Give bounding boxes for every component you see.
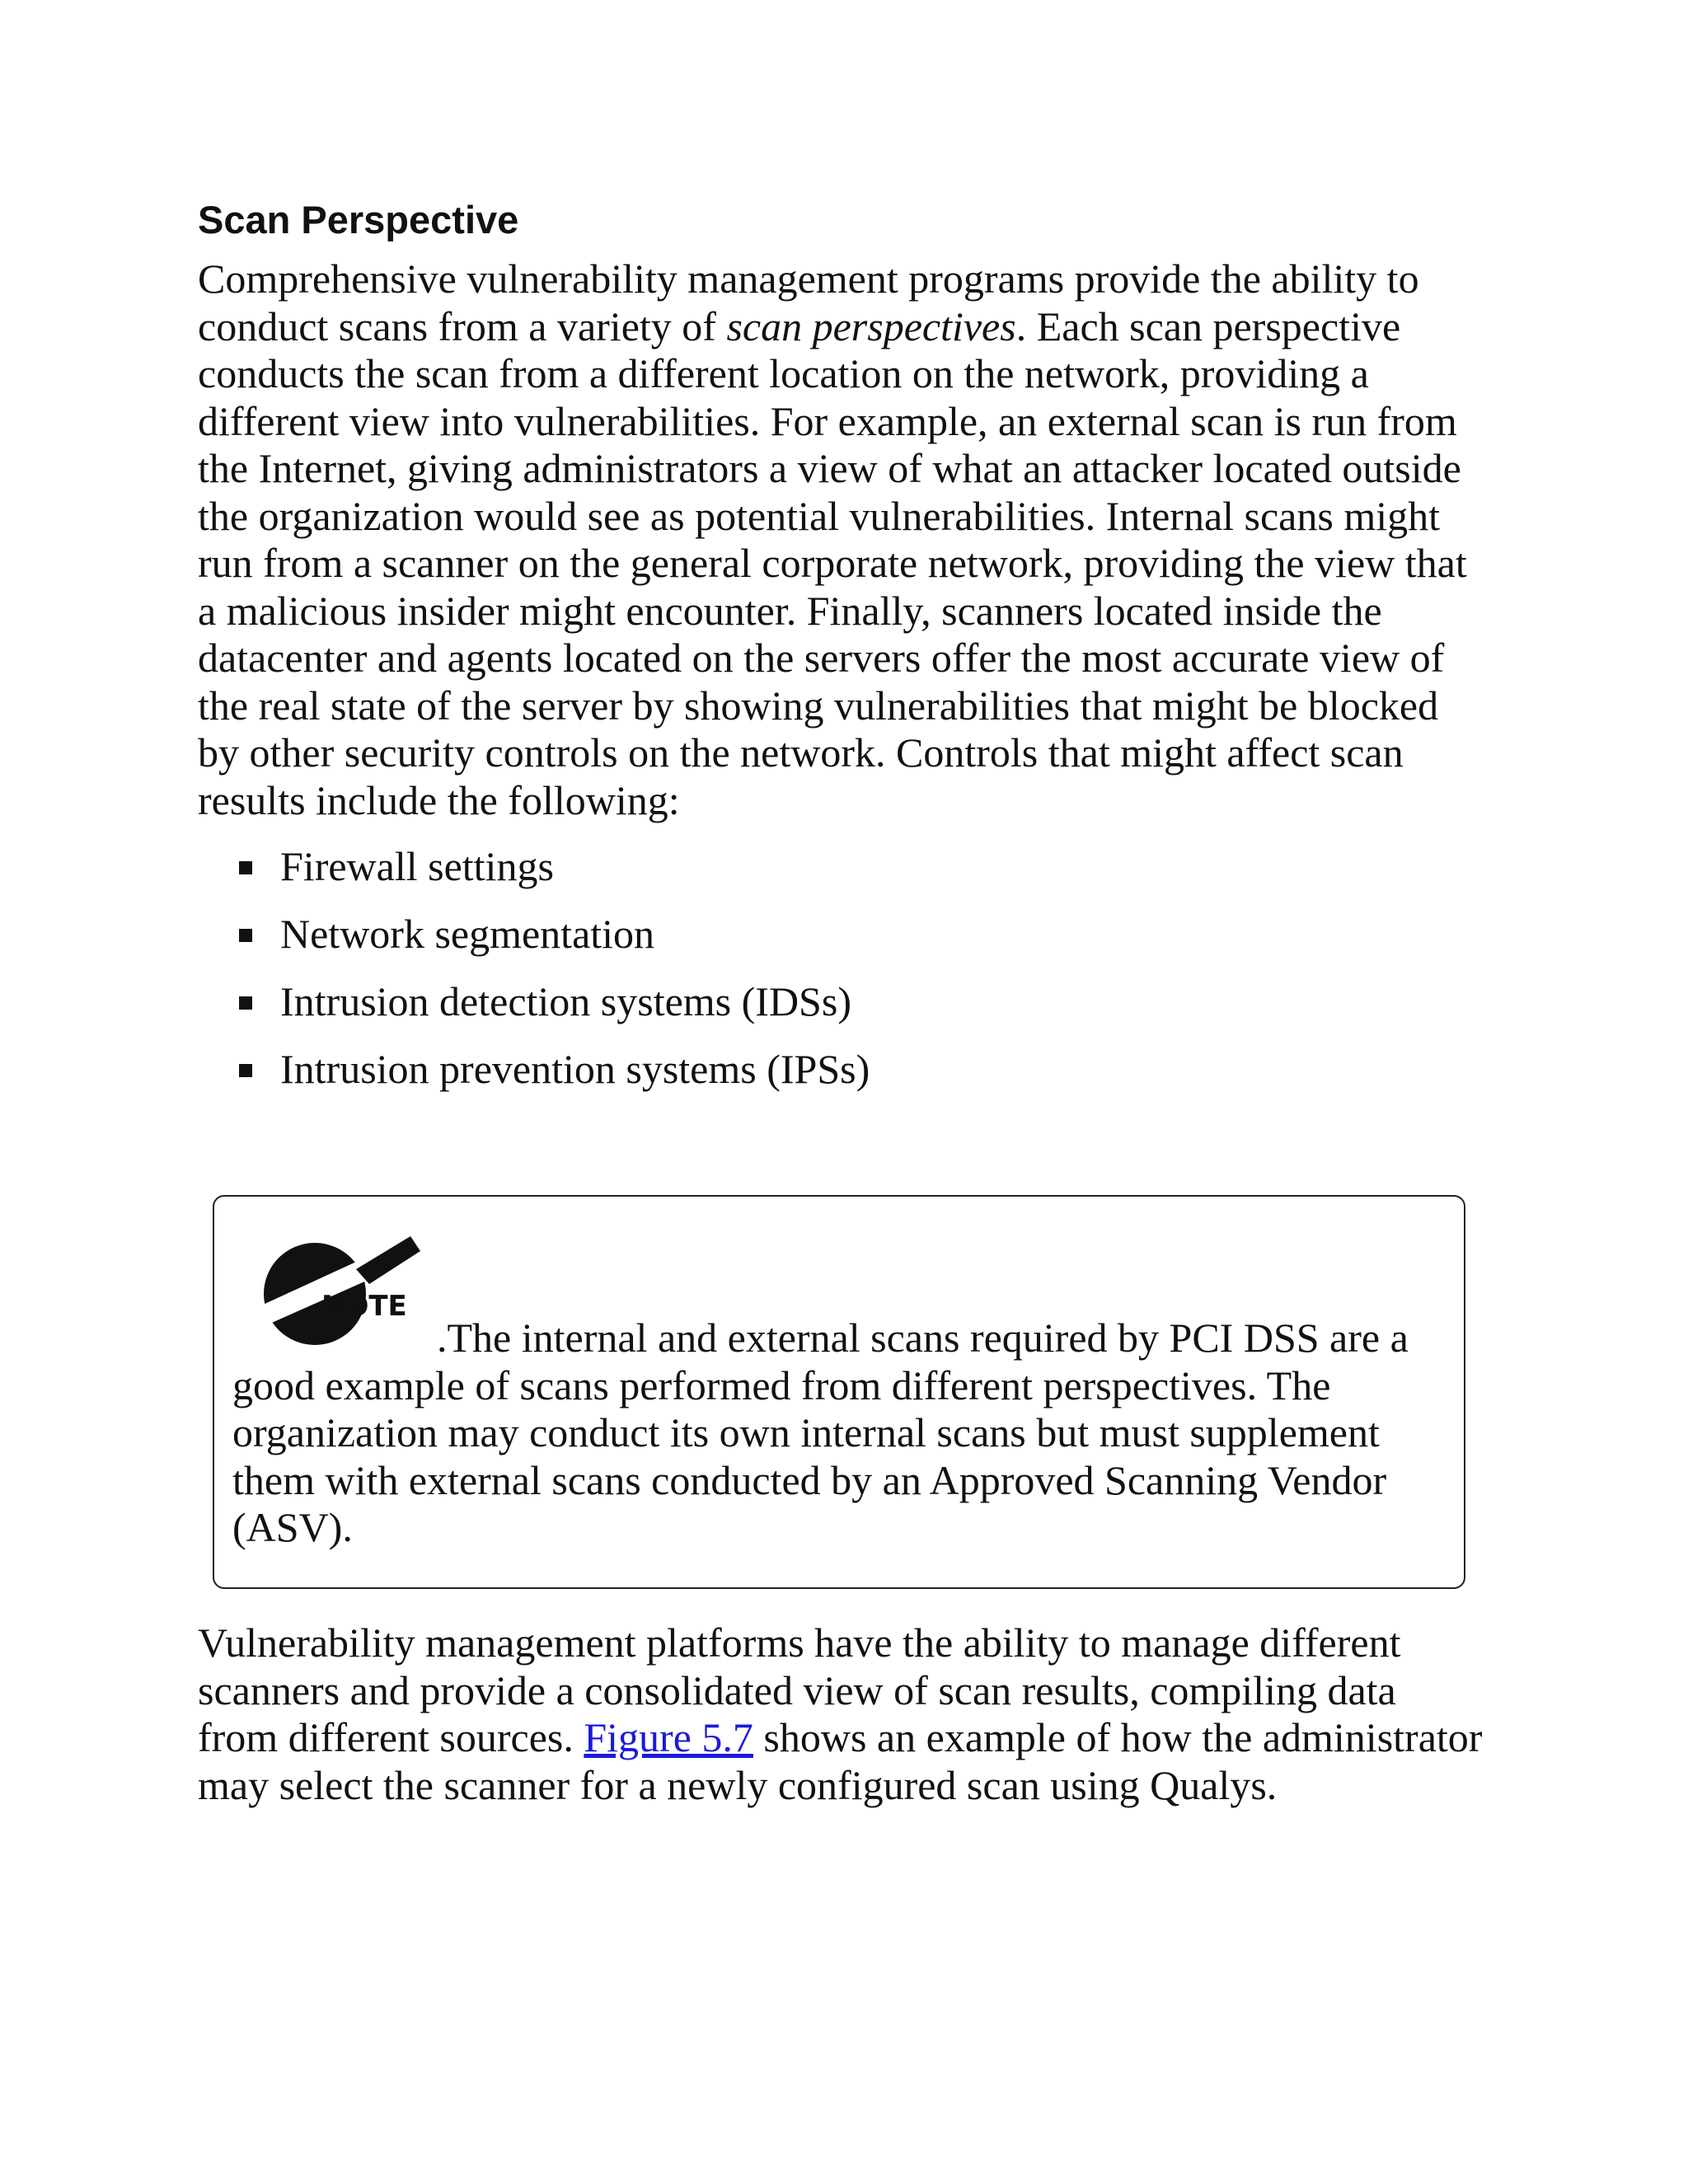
intro-text-part1: Comprehensive vulnerability management programs provide the ability to conduct scans from a variety of — [198, 255, 1419, 349]
list-item — [198, 1045, 1484, 1093]
intro-emphasis: scan perspectives — [726, 302, 1016, 349]
list-item-text: Network segmentation — [280, 911, 655, 957]
square-bullet-icon — [239, 1064, 252, 1077]
closing-text-part1: Vulnerability management platforms have the ability to manage different scanners and provide a consolidated view of scan results, compiling data from different sources. — [198, 1619, 1401, 1760]
intro-text-part2: . Each scan perspective conducts the scan from a different location on the network, providing a different view into vulnerabilities. For example, an external scan is run from the Internet, giving administrators a view of what an attacker located outside the organization would see as potential vulnerabilities. Internal scans might run from a scanner on the general corporate network, providing the view that a malicious insider might encounter. Finally, scanners located inside the datacenter and agents located on the servers offer the most accurate view of the real state of the server by showing vulnerabilities that might be blocked by other security controls on the network. Controls that might affect scan results include the following: — [198, 302, 1467, 823]
note-callout — [213, 1195, 1465, 1589]
list-item — [198, 910, 1484, 958]
section-title: Scan Perspective — [198, 198, 519, 241]
controls-list — [198, 842, 1484, 1093]
figure-link[interactable]: Figure 5.7 — [584, 1714, 753, 1760]
closing-paragraph — [198, 1619, 1484, 1809]
note-icon-label: NOTE — [321, 1290, 407, 1323]
square-bullet-icon — [239, 929, 252, 942]
list-item-text: Intrusion detection systems (IDSs) — [280, 978, 851, 1024]
intro-paragraph — [198, 255, 1484, 824]
list-item — [198, 842, 1484, 890]
note-text: .The internal and external scans required by PCI DSS are a good example of scans performed from different perspectives. The organization may conduct its own internal scans but must supplement them with external scans conducted by an Approved Scanning Vendor (ASV). — [232, 1315, 1409, 1550]
closing-text-part2: shows an example of how the administrator may select the scanner for a newly configured scan using Qualys. — [198, 1714, 1483, 1808]
list-item — [198, 977, 1484, 1025]
page-content — [198, 196, 1484, 1808]
square-bullet-icon — [239, 861, 252, 874]
list-item-text: Intrusion prevention systems (IPSs) — [280, 1046, 870, 1092]
list-item-text: Firewall settings — [280, 843, 554, 889]
square-bullet-icon — [239, 996, 252, 1010]
